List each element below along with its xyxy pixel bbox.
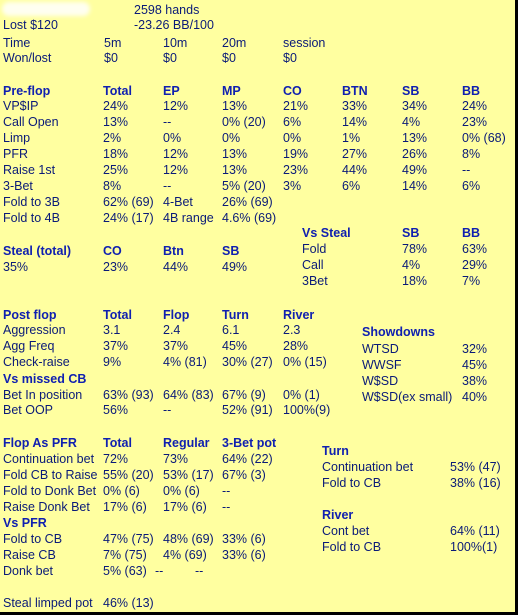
preflop-row-cell: 3-Bet <box>3 179 33 193</box>
flop-pfr-header-cell: Flop As PFR <box>3 436 77 450</box>
vs-pfr-row-cell: -- <box>155 564 164 578</box>
showdown-row-cell: 32% <box>462 342 488 356</box>
steal-header-cell: SB <box>222 244 240 258</box>
preflop-header-cell: EP <box>163 84 180 98</box>
wonlost-row-cell: $0 <box>222 51 236 65</box>
showdown-row-cell: WWSF <box>362 358 402 372</box>
flop-pfr-row-cell: Continuation bet <box>3 452 95 466</box>
preflop-header-cell: SB <box>402 84 420 98</box>
preflop-header-cell: BTN <box>342 84 368 98</box>
missed-cb-row-cell: Bet In position <box>3 388 83 402</box>
vs-pfr-row-cell: Raise CB <box>3 548 56 562</box>
postflop-header-cell: Total <box>103 308 132 322</box>
showdown-row-cell: WTSD <box>362 342 399 356</box>
preflop-row-cell: 19% <box>283 147 309 161</box>
preflop-row-cell: 33% <box>342 99 368 113</box>
showdown-row-cell: W$SD(ex small) <box>362 390 453 404</box>
postflop-row-cell: 2.3 <box>283 323 301 337</box>
preflop-row-cell: 23% <box>283 163 309 177</box>
preflop-header-cell: Pre-flop <box>3 84 51 98</box>
time-row-cell: session <box>283 36 326 50</box>
postflop-row-cell: 0% (15) <box>283 355 327 369</box>
preflop-row-cell: 8% <box>103 179 122 193</box>
vs-steal-row-cell: 78% <box>402 242 428 256</box>
preflop-row-cell: 25% <box>103 163 129 177</box>
vs-steal-header-cell: BB <box>462 226 481 240</box>
preflop-row-cell: -- <box>163 115 172 129</box>
flop-pfr-row-cell: Raise Donk Bet <box>3 500 90 514</box>
vs-pfr-row-cell: 33% (6) <box>222 548 266 562</box>
showdown-row-cell: 40% <box>462 390 488 404</box>
vs-pfr-row-cell: 47% (75) <box>103 532 154 546</box>
preflop-row-cell: 24% <box>462 99 488 113</box>
fold-3b-row-cell: 62% (69) <box>103 195 154 209</box>
preflop-row-cell: 14% <box>402 179 428 193</box>
river-row-cell: Cont bet <box>322 524 370 538</box>
lost-amount: Lost $120 <box>3 18 58 32</box>
preflop-row-cell: 49% <box>402 163 428 177</box>
wonlost-row-cell: Won/lost <box>3 51 52 65</box>
vs-steal-header-cell: SB <box>402 226 420 240</box>
preflop-row-cell: 0% (20) <box>222 115 266 129</box>
postflop-row-cell: 2.4 <box>163 323 181 337</box>
preflop-row-cell: 0% <box>283 131 302 145</box>
preflop-row-cell: 6% <box>342 179 361 193</box>
preflop-row-cell: 13% <box>402 131 428 145</box>
steal-values-cell: 35% <box>3 260 29 274</box>
preflop-row-cell: 26% <box>402 147 428 161</box>
fold-4b-row-cell: 4.6% (69) <box>222 211 277 225</box>
vs-pfr-row-cell: 5% (63) <box>103 564 147 578</box>
wonlost-row-cell: $0 <box>163 51 177 65</box>
fold-3b-row-cell: 26% (69) <box>222 195 273 209</box>
flop-pfr-row-cell: Fold CB to Raise <box>3 468 98 482</box>
turn-row-cell: Continuation bet <box>322 460 414 474</box>
missed-cb-row-cell: Bet OOP <box>3 403 54 417</box>
preflop-row-cell: 12% <box>163 147 189 161</box>
preflop-row-cell: 12% <box>163 99 189 113</box>
missed-cb-row-cell: -- <box>163 403 172 417</box>
preflop-row-cell: 6% <box>462 179 481 193</box>
steal-header-cell: Btn <box>163 244 184 258</box>
vs-pfr-row-cell: -- <box>195 564 204 578</box>
showdowns-title: Showdowns <box>362 325 435 339</box>
missed-cb-row-cell: 67% (9) <box>222 388 266 402</box>
preflop-row-cell: 12% <box>163 163 189 177</box>
time-row-cell: 10m <box>163 36 188 50</box>
postflop-row-cell: Check-raise <box>3 355 70 369</box>
preflop-header-cell: BB <box>462 84 481 98</box>
missed-cb-row-cell: 63% (93) <box>103 388 154 402</box>
vs-pfr-row-cell: 48% (69) <box>163 532 214 546</box>
preflop-row-cell: 44% <box>342 163 368 177</box>
preflop-row-cell: Limp <box>3 131 31 145</box>
steal-values-cell: 49% <box>222 260 248 274</box>
flop-pfr-row-cell: 17% (6) <box>103 500 147 514</box>
preflop-row-cell: 2% <box>103 131 122 145</box>
postflop-row-cell: 9% <box>103 355 122 369</box>
preflop-header-cell: MP <box>222 84 241 98</box>
steal-header-cell: CO <box>103 244 122 258</box>
postflop-row-cell: 37% <box>163 339 189 353</box>
flop-pfr-row-cell: -- <box>222 500 231 514</box>
preflop-row-cell: Call Open <box>3 115 59 129</box>
vs-pfr-row-cell: 33% (6) <box>222 532 266 546</box>
time-row-cell: Time <box>3 36 31 50</box>
wonlost-row-cell: $0 <box>283 51 297 65</box>
river-row-cell: 100%(1) <box>450 540 498 554</box>
postflop-header-cell: River <box>283 308 315 322</box>
river-row-cell: 64% (11) <box>450 524 500 538</box>
postflop-row-cell: Agg Freq <box>3 339 55 353</box>
preflop-row-cell: 1% <box>342 131 361 145</box>
preflop-row-cell: 13% <box>103 115 129 129</box>
preflop-row-cell: 13% <box>222 163 248 177</box>
vs-steal-header-cell: Vs Steal <box>302 226 351 240</box>
redacted-player-name <box>2 2 90 16</box>
fold-3b-row-cell: 4-Bet <box>163 195 193 209</box>
vs-pfr-title: Vs PFR <box>3 516 47 530</box>
postflop-row-cell: 37% <box>103 339 129 353</box>
postflop-header-cell: Turn <box>222 308 249 322</box>
flop-pfr-row-cell: Fold to Donk Bet <box>3 484 97 498</box>
postflop-row-cell: 45% <box>222 339 248 353</box>
showdown-row-cell: W$SD <box>362 374 399 388</box>
steal-limped-row-cell: 46% (13) <box>103 596 154 610</box>
preflop-row-cell: 27% <box>342 147 368 161</box>
preflop-row-cell: 0% (68) <box>462 131 506 145</box>
preflop-row-cell: 13% <box>222 147 248 161</box>
vs-pfr-row-cell: Donk bet <box>3 564 54 578</box>
fold-4b-row-cell: Fold to 4B <box>3 211 60 225</box>
vs-steal-row-cell: 63% <box>462 242 488 256</box>
flop-pfr-header-cell: Total <box>103 436 132 450</box>
preflop-row-cell: 0% <box>222 131 241 145</box>
preflop-row-cell: Raise 1st <box>3 163 56 177</box>
fold-3b-row-cell: Fold to 3B <box>3 195 60 209</box>
preflop-row-cell: 8% <box>462 147 481 161</box>
postflop-row-cell: 6.1 <box>222 323 240 337</box>
vs-pfr-row-cell: 7% (75) <box>103 548 147 562</box>
vs-steal-row-cell: 18% <box>402 274 428 288</box>
preflop-row-cell: 4% <box>402 115 421 129</box>
turn-row-cell: 53% (47) <box>450 460 501 474</box>
missed-cb-row-cell: 100%(9) <box>283 403 331 417</box>
fold-4b-row-cell: 4B range <box>163 211 214 225</box>
hands-count: 2598 hands <box>134 3 200 17</box>
turn-row-cell: Fold to CB <box>322 476 382 490</box>
preflop-row-cell: 34% <box>402 99 428 113</box>
preflop-row-cell: 21% <box>283 99 309 113</box>
vs-pfr-row-cell: 4% (69) <box>163 548 207 562</box>
flop-pfr-row-cell: -- <box>222 484 231 498</box>
flop-pfr-row-cell: 0% (6) <box>163 484 200 498</box>
preflop-row-cell: 23% <box>462 115 488 129</box>
vs-steal-row-cell: Fold <box>302 242 327 256</box>
preflop-header-cell: Total <box>103 84 132 98</box>
turn-title: Turn <box>322 444 349 458</box>
preflop-header-cell: CO <box>283 84 302 98</box>
flop-pfr-header-cell: 3-Bet pot <box>222 436 277 450</box>
preflop-row-cell: 13% <box>222 99 248 113</box>
missed-cb-title: Vs missed CB <box>3 372 87 386</box>
postflop-header-cell: Post flop <box>3 308 57 322</box>
missed-cb-row-cell: 52% (91) <box>222 403 273 417</box>
flop-pfr-row-cell: 72% <box>103 452 129 466</box>
preflop-row-cell: 18% <box>103 147 129 161</box>
steal-values-cell: 44% <box>163 260 189 274</box>
showdown-row-cell: 45% <box>462 358 488 372</box>
flop-pfr-row-cell: 64% (22) <box>222 452 273 466</box>
flop-pfr-row-cell: 67% (3) <box>222 468 266 482</box>
flop-pfr-row-cell: 0% (6) <box>103 484 140 498</box>
vs-steal-row-cell: 7% <box>462 274 481 288</box>
postflop-row-cell: 28% <box>283 339 309 353</box>
steal-limped-row-cell: Steal limped pot <box>3 596 93 610</box>
flop-pfr-row-cell: 17% (6) <box>163 500 207 514</box>
vs-steal-row-cell: 29% <box>462 258 488 272</box>
wonlost-row-cell: $0 <box>104 51 118 65</box>
missed-cb-row-cell: 0% (1) <box>283 388 320 402</box>
postflop-row-cell: 30% (27) <box>222 355 273 369</box>
river-title: River <box>322 508 354 522</box>
preflop-row-cell: 5% (20) <box>222 179 266 193</box>
postflop-row-cell: 3.1 <box>103 323 121 337</box>
time-row-cell: 20m <box>222 36 247 50</box>
flop-pfr-row-cell: 53% (17) <box>163 468 214 482</box>
preflop-row-cell: -- <box>462 163 471 177</box>
fold-4b-row-cell: 24% (17) <box>103 211 154 225</box>
preflop-row-cell: 24% <box>103 99 129 113</box>
vs-steal-row-cell: 3Bet <box>302 274 328 288</box>
vs-steal-row-cell: Call <box>302 258 324 272</box>
postflop-row-cell: Aggression <box>3 323 66 337</box>
flop-pfr-row-cell: 73% <box>163 452 189 466</box>
flop-pfr-row-cell: 55% (20) <box>103 468 154 482</box>
showdown-row-cell: 38% <box>462 374 488 388</box>
turn-row-cell: 38% (16) <box>450 476 501 490</box>
steal-header-cell: Steal (total) <box>3 244 72 258</box>
preflop-row-cell: PFR <box>3 147 28 161</box>
preflop-row-cell: -- <box>163 179 172 193</box>
postflop-row-cell: 4% (81) <box>163 355 207 369</box>
preflop-row-cell: 14% <box>342 115 368 129</box>
time-row-cell: 5m <box>104 36 122 50</box>
vs-pfr-row-cell: Fold to CB <box>3 532 63 546</box>
preflop-row-cell: VP$IP <box>3 99 39 113</box>
preflop-row-cell: 6% <box>283 115 302 129</box>
missed-cb-row-cell: 64% (83) <box>163 388 214 402</box>
preflop-row-cell: 3% <box>283 179 302 193</box>
flop-pfr-header-cell: Regular <box>163 436 210 450</box>
steal-values-cell: 23% <box>103 260 129 274</box>
vs-steal-row-cell: 4% <box>402 258 421 272</box>
river-row-cell: Fold to CB <box>322 540 382 554</box>
missed-cb-row-cell: 56% <box>103 403 129 417</box>
preflop-row-cell: 0% <box>163 131 182 145</box>
postflop-header-cell: Flop <box>163 308 190 322</box>
bb-per-100: -23.26 BB/100 <box>134 18 214 32</box>
